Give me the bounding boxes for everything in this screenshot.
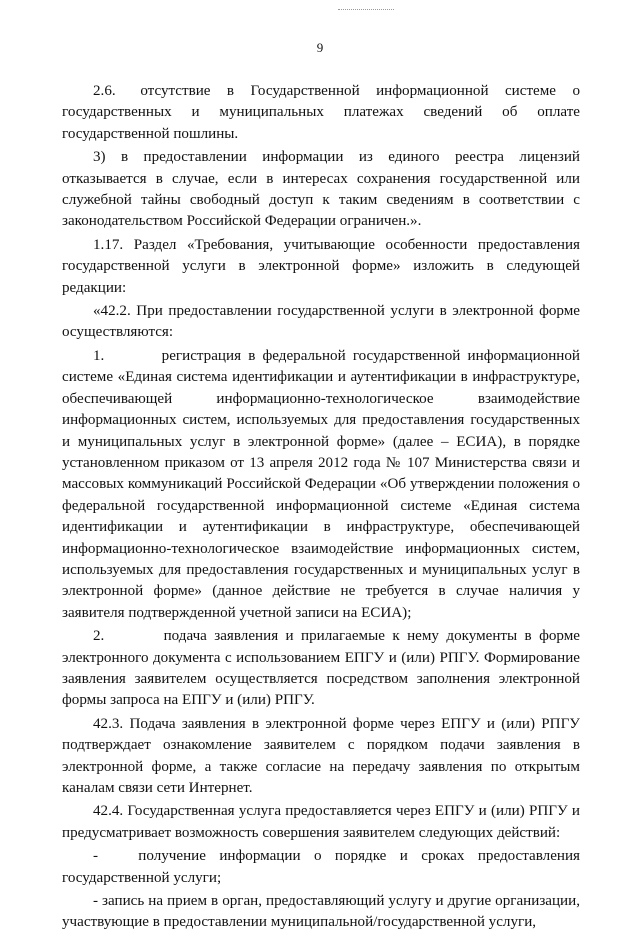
paragraph-item-3: 3) в предоставлении информации из единого реестра лицензий отказывается в случае, если в интересах сохранения государственной или служебной тайны свободный доступ к таким сведениям в соответствии с законодательством Российской Федерации ограничен.». xyxy=(62,149,580,230)
paragraph-42-4: 42.4. Государственная услуга предоставляется через ЕПГУ и (или) РПГУ и предусматривает возможность совершения заявителем следующих действий: xyxy=(62,803,580,841)
list-item-appointment: - запись на прием в орган, предоставляющий услугу и другие организации, участвующие в предоставлении муниципальной/государственной услуги, xyxy=(62,893,580,931)
paragraph-item-2-submission: 2. подача заявления и прилагаемые к нему документы в форме электронного документа с использованием ЕПГУ и (или) РПГУ. Формирование заявления заявителем осуществляется посредством заполнения электронной формы запроса на ЕПГУ и (или) РПГУ. xyxy=(62,628,580,709)
list-item-info: - получение информации о порядке и сроках предоставления государственной услуги; xyxy=(62,848,580,886)
paragraph-1-17: 1.17. Раздел «Требования, учитывающие особенности предоставления государственной услуги в электронной форме» изложить в следующей редакции: xyxy=(62,236,580,296)
paragraph-item-1-registration: 1. регистрация в федеральной государственной информационной системе «Единая система идентификации и аутентификации в инфраструктуре, обеспечивающей информационно-технологическое взаимодействие информационных систем, используемых для предоставления государственных и муниципальных услуг в электронной форме» (далее – ЕСИА), в порядке установленном приказом от 13 апреля 2012 года № 107 Министерства связи и массовых коммуникаций Российской Федерации «Об утверждении положения о федеральной государственной информационной системе «Единая система идентификации и аутентификации в инфраструктуре, обеспечивающей информационно-технологическое взаимодействие информационных систем, используемых для предоставления государственных и муниципальных услуг в электронной форме» (данное действие не требуется в случае наличия у заявителя подтвержденной учетной записи на ЕСИА); xyxy=(62,347,580,621)
document-body xyxy=(62,81,580,936)
top-scan-mark xyxy=(338,9,394,11)
paragraph-42-3: 42.3. Подача заявления в электронной форме через ЕПГУ и (или) РПГУ подтверждает ознакомление заявителем с порядком подачи заявления в электронной форме, а также согласие на передачу заявления по открытым каналам связи сети Интернет. xyxy=(62,715,580,796)
paragraph-2-6: 2.6. отсутствие в Государственной информационной системе о государственных и муниципальных платежах сведений об оплате государственной пошлины. xyxy=(62,83,580,142)
page-number: 9 xyxy=(316,40,324,55)
paragraph-42-2: «42.2. При предоставлении государственной услуги в электронной форме осуществляются: xyxy=(62,303,580,341)
